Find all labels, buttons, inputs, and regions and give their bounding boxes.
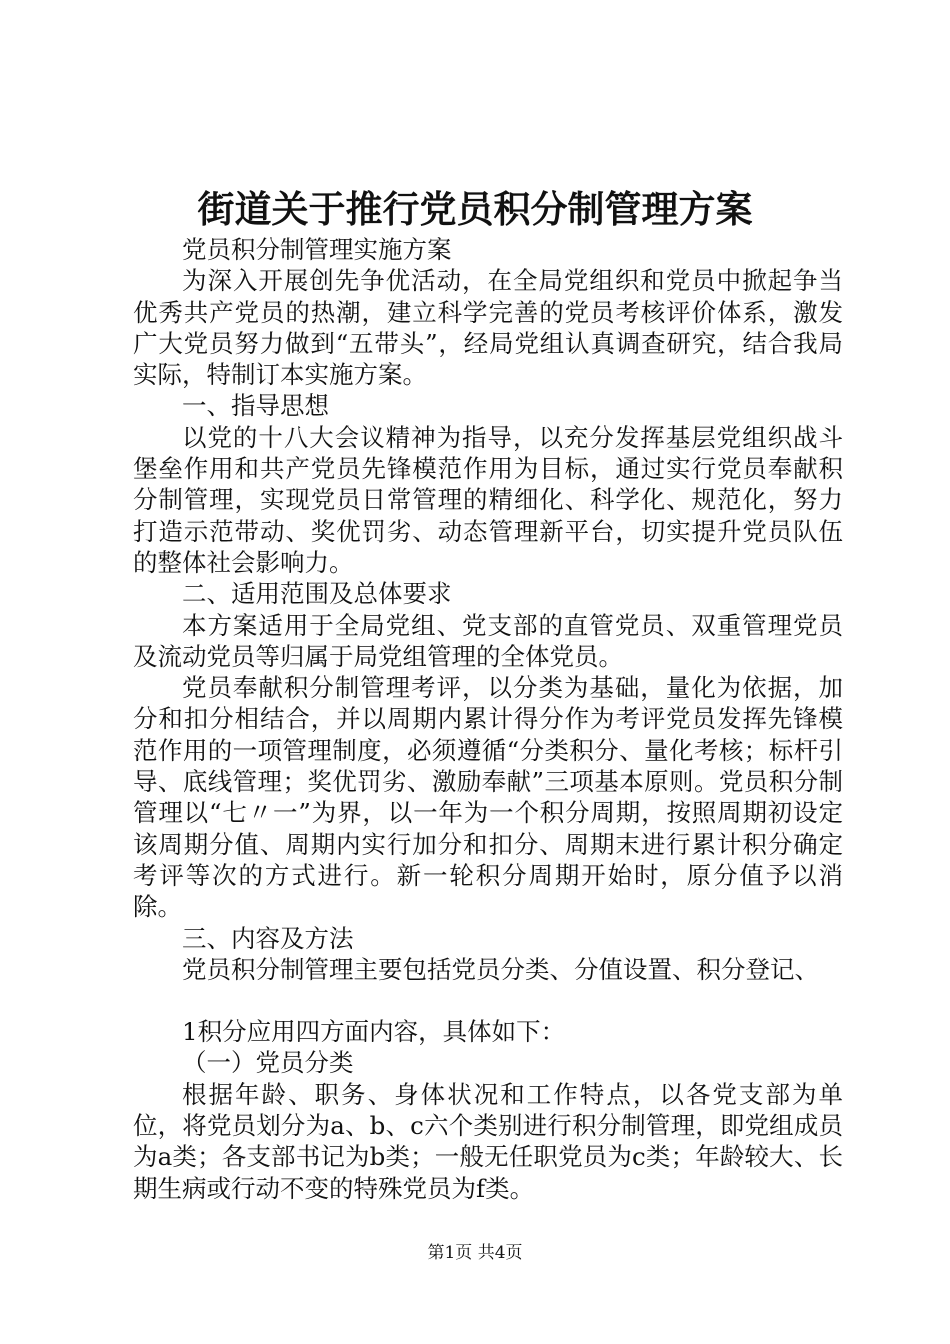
section-heading-content-method: 三、内容及方法 [182,923,354,953]
subsection-heading-classification: （一）党员分类 [182,1048,354,1078]
subtitle-paragraph: 党员积分制管理实施方案 [182,235,452,264]
document-title: 街道关于推行党员积分制管理方案 [197,187,753,231]
content-method-continuation: 1积分应用四方面内容，具体如下： [182,1017,566,1047]
document-body [133,234,843,1204]
classification-paragraph: 根据年龄、职务、身体状况和工作特点，以各党支部为单位，将党员划分为a、b、c六个类别进行积分制管理，即党组成员为a类；各支部书记为b类；一般无任职党员为c类；年龄较大、长期生病或行动不变的特殊党员为f类。 [133,1079,843,1203]
page-footer: 第1页 共4页 [427,1243,523,1263]
section-heading-scope: 二、适用范围及总体要求 [182,579,452,609]
guiding-thought-paragraph: 以党的十八大会议精神为指导，以充分发挥基层党组织战斗堡垒作用和共产党员先锋模范作用为目标，通过实行党员奉献积分制管理，实现党员日常管理的精细化、科学化、规范化，努力打造示范带动、奖优罚劣、动态管理新平台，切实提升党员队伍的整体社会影响力。 [133,422,843,577]
scope-paragraph: 本方案适用于全局党组、党支部的直管党员、双重管理党员及流动党员等归属于局党组管理的全体党员。 [133,610,843,671]
intro-paragraph: 为深入开展创先争优活动，在全局党组织和党员中掀起争当优秀共产党员的热潮，建立科学完善的党员考核评价体系，激发广大党员努力做到“五带头”，经局党组认真调查研究，结合我局实际，特制订本实施方案。 [133,266,843,390]
content-method-paragraph: 党员积分制管理主要包括党员分类、分值设置、积分登记、 [182,954,819,984]
requirements-paragraph: 党员奉献积分制管理考评，以分类为基础，量化为依据，加分和扣分相结合，并以周期内累计得分作为考评党员发挥先锋模范作用的一项管理制度，必须遵循“分类积分、量化考核；标杆引导、底线管理；奖优罚劣、激励奉献”三项基本原则。党员积分制管理以“七〃一”为界，以一年为一个积分周期，按照周期初设定该周期分值、周期内实行加分和扣分、周期末进行累计积分确定考评等次的方式进行。新一轮积分周期开始时，原分值予以消除。 [133,673,843,922]
section-heading-guiding-thought: 一、指导思想 [182,391,329,421]
